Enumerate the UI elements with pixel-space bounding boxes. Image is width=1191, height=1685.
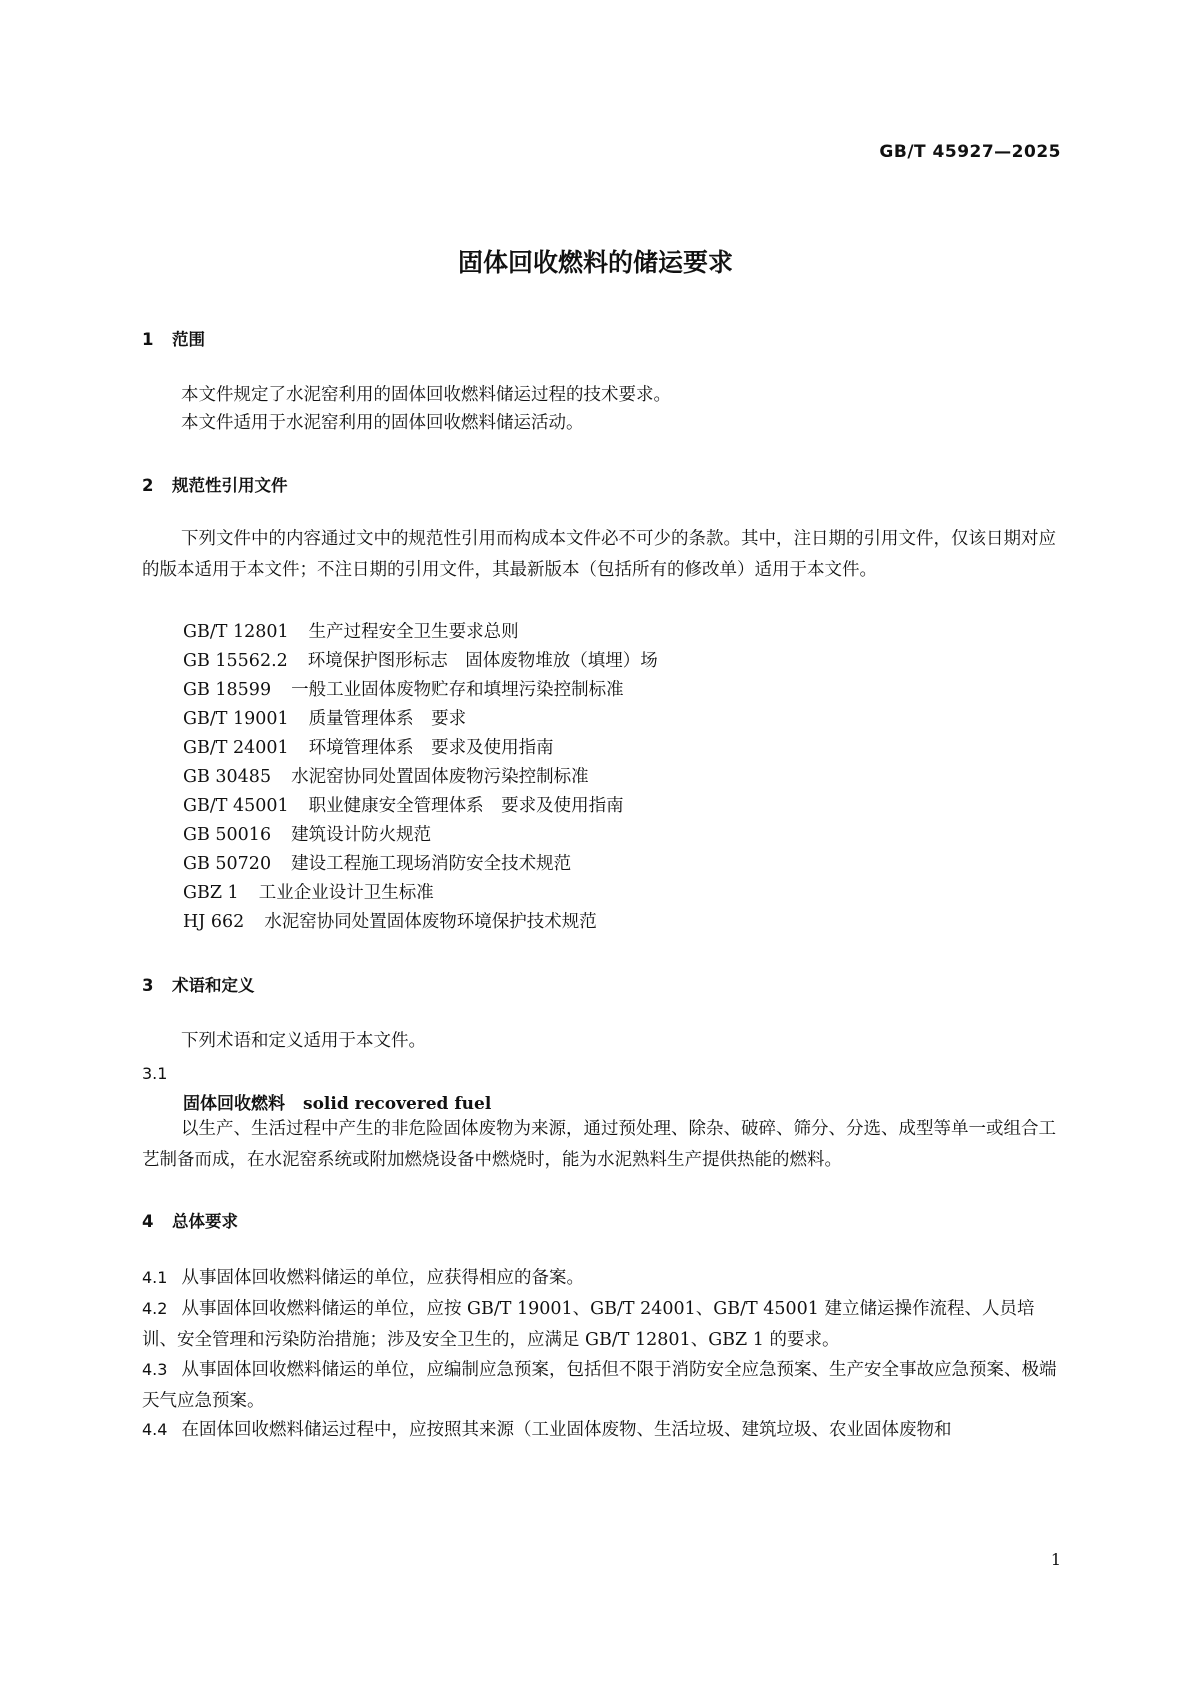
section-number: 2 bbox=[142, 476, 154, 495]
reference-code: GB 15562.2 bbox=[183, 651, 288, 671]
clause-text: 从事固体回收燃料储运的单位，应按 GB/T 19001、GB/T 24001、GB/T 45001 建立储运操作流程、人员培训、安全管理和污染防治措施；涉及安全卫生的，应满足 GB/T 12801、GBZ 1 的要求。 bbox=[142, 1299, 1035, 1350]
reference-code: HJ 662 bbox=[183, 912, 245, 932]
section-heading-general-requirements bbox=[142, 1208, 238, 1232]
clause-number: 4.4 bbox=[142, 1420, 168, 1439]
clause-number: 4.3 bbox=[142, 1360, 168, 1379]
reference-title: 环境管理体系 要求及使用指南 bbox=[308, 738, 554, 758]
reference-item bbox=[183, 734, 554, 759]
document-title: 固体回收燃料的储运要求 bbox=[457, 248, 733, 277]
reference-item bbox=[183, 763, 589, 788]
reference-code: GB 50016 bbox=[183, 825, 272, 845]
reference-code: GB/T 12801 bbox=[183, 622, 289, 642]
reference-title: 环境保护图形标志 固体废物堆放（填埋）场 bbox=[307, 651, 658, 671]
term-number: 3.1 bbox=[142, 1064, 168, 1083]
term-entry bbox=[183, 1089, 491, 1114]
reference-code: GB/T 24001 bbox=[183, 738, 289, 758]
reference-item bbox=[183, 821, 431, 846]
term-english: solid recovered fuel bbox=[303, 1094, 492, 1114]
section-number: 1 bbox=[142, 330, 154, 349]
section-title: 总体要求 bbox=[172, 1212, 238, 1231]
term-definition: 以生产、生活过程中产生的非危险固体废物为来源，通过预处理、除杂、破碎、筛分、分选、成型等单一或组合工艺制备而成，在水泥窑系统或附加燃烧设备中燃烧时，能为水泥熟料生产提供热能的燃料。 bbox=[142, 1119, 1056, 1170]
reference-code: GB 30485 bbox=[183, 767, 272, 787]
section-title: 术语和定义 bbox=[172, 976, 255, 995]
clause-item bbox=[142, 1262, 1062, 1294]
reference-item bbox=[183, 850, 571, 875]
section-title: 规范性引用文件 bbox=[172, 476, 288, 495]
clause-text: 从事固体回收燃料储运的单位，应编制应急预案，包括但不限于消防安全应急预案、生产安全事故应急预案、极端天气应急预案。 bbox=[142, 1360, 1057, 1411]
section-heading-scope bbox=[142, 326, 205, 350]
paragraph: 下列术语和定义适用于本文件。 bbox=[181, 1031, 426, 1051]
section-number: 4 bbox=[142, 1212, 154, 1231]
reference-title: 职业健康安全管理体系 要求及使用指南 bbox=[308, 796, 624, 816]
reference-item bbox=[183, 647, 658, 672]
reference-code: GB/T 45001 bbox=[183, 796, 289, 816]
reference-title: 水泥窑协同处置固体废物污染控制标准 bbox=[291, 767, 589, 787]
section-heading-terms bbox=[142, 972, 255, 996]
reference-title: 建筑设计防火规范 bbox=[291, 825, 432, 845]
reference-item bbox=[183, 676, 624, 701]
reference-title: 工业企业设计卫生标准 bbox=[258, 883, 434, 903]
clause-item bbox=[142, 1293, 1062, 1356]
paragraph: 本文件适用于水泥窑利用的固体回收燃料储运活动。 bbox=[181, 413, 584, 433]
reference-item bbox=[183, 879, 434, 904]
reference-code: GB 50720 bbox=[183, 854, 272, 874]
reference-item bbox=[183, 618, 519, 643]
clause-number: 4.2 bbox=[142, 1299, 168, 1318]
page-number: 1 bbox=[1050, 1550, 1061, 1569]
reference-item bbox=[183, 908, 597, 933]
clause-item bbox=[142, 1354, 1062, 1417]
clause-text: 从事固体回收燃料储运的单位，应获得相应的备案。 bbox=[181, 1268, 584, 1288]
reference-item bbox=[183, 792, 624, 817]
reference-code: GB 18599 bbox=[183, 680, 272, 700]
section-heading-normative-references bbox=[142, 472, 288, 496]
section-title: 范围 bbox=[172, 330, 205, 349]
reference-title: 质量管理体系 要求 bbox=[308, 709, 467, 729]
paragraph: 下列文件中的内容通过文中的规范性引用而构成本文件必不可少的条款。其中，注日期的引用文件，仅该日期对应的版本适用于本文件；不注日期的引用文件，其最新版本（包括所有的修改单）适用于本文件。 bbox=[142, 529, 1056, 580]
clause-text: 在固体回收燃料储运过程中，应按照其来源（工业固体废物、生活垃圾、建筑垃圾、农业固体废物和 bbox=[181, 1420, 952, 1440]
reference-title: 生产过程安全卫生要求总则 bbox=[308, 622, 519, 642]
clause-item bbox=[142, 1414, 1062, 1446]
reference-title: 水泥窑协同处置固体废物环境保护技术规范 bbox=[264, 912, 597, 932]
reference-code: GB/T 19001 bbox=[183, 709, 289, 729]
reference-code: GBZ 1 bbox=[183, 883, 239, 903]
standard-code: GB/T 45927—2025 bbox=[879, 142, 1061, 162]
clause-number: 4.1 bbox=[142, 1268, 168, 1287]
reference-title: 一般工业固体废物贮存和填埋污染控制标准 bbox=[291, 680, 624, 700]
reference-item bbox=[183, 705, 466, 730]
paragraph: 本文件规定了水泥窑利用的固体回收燃料储运过程的技术要求。 bbox=[181, 385, 671, 405]
reference-title: 建设工程施工现场消防安全技术规范 bbox=[291, 854, 572, 874]
section-number: 3 bbox=[142, 976, 154, 995]
term-chinese: 固体回收燃料 bbox=[183, 1094, 285, 1114]
